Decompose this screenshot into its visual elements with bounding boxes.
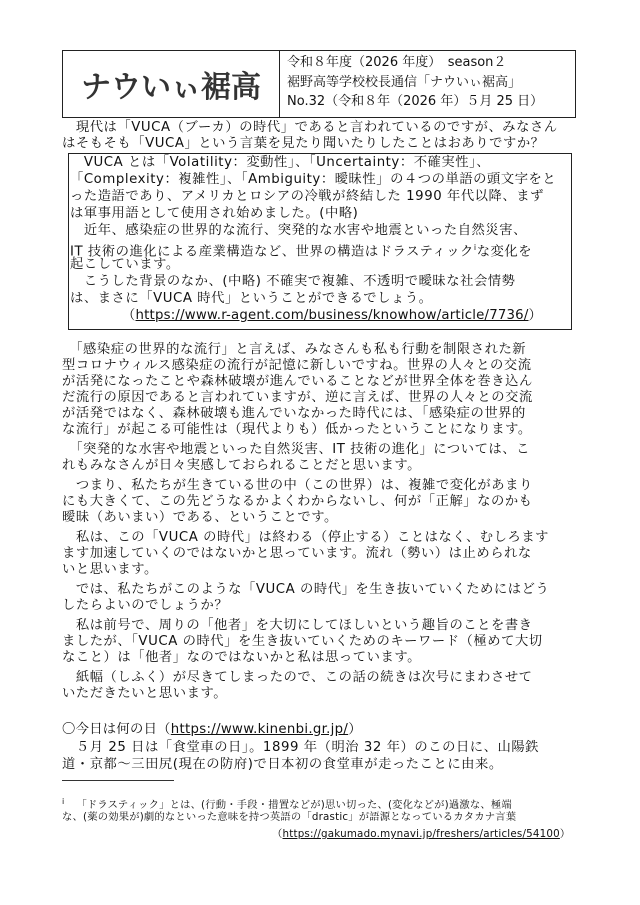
footnote-source-open: （ (272, 828, 283, 840)
body-line: 「感染症の世界的な流行」と言えば、みなさんも私も行動を制限された新 (62, 342, 527, 357)
quote-line: VUCA とは「Volatility：変動性」、「Uncertainty：不確実性」、 (70, 155, 491, 170)
body-line: いと思います。 (62, 562, 158, 577)
body-line: 型コロナウィルス感染症の流行が記憶に新しいですね。世界の人々との交流 (62, 358, 532, 373)
newsletter-header (62, 50, 576, 118)
body-line: 曖昧（あいまい）である、ということです。 (62, 510, 338, 525)
quote-source-open: （ (122, 308, 136, 323)
intro-line: はそもそも「VUCA」という言葉を見たり聞いたりしたことはおありですか？ (62, 136, 545, 151)
footnote-source (272, 828, 570, 841)
body-line: 「突発的な水害や地震といった自然災害、IT 技術の進化」については、こ (62, 442, 530, 457)
footnote-reference[interactable]: i (473, 243, 477, 252)
body-line: ましたが、「VUCA の時代」を生き抜いていくためのキーワード（極めて大切 (62, 634, 543, 649)
quote-source (122, 308, 542, 324)
quote-line: は、まさに「VUCA 時代」ということができるでしょう。 (70, 291, 433, 306)
issue-number-date: No.32（令和８年（2026 年）５月 25 日） (287, 94, 544, 109)
quote-line: 「Complexity：複雑性」、「Ambiguity：曖昧性」の４つの単語の頭文字をと (70, 172, 557, 187)
issue-info (280, 51, 575, 117)
footnote-text: 「ドラスティック」とは、(行動・手段・措置などが)思い切った、(変化などが)過激な、極端 (76, 799, 512, 812)
body-line: つまり、私たちが生きている世の中（この世界）は、複雑で変化があまり (62, 478, 533, 493)
quote-line-text: IT 技術の進化による産業構造など、世界の構造はドラスティック (70, 244, 474, 260)
issue-year: 令和８年度（2026 年度） season２ (287, 55, 507, 70)
footnote-source-close: ） (559, 828, 571, 840)
body-line: が活発ではなく、森林破壊も進んでいなかった時代には、「感染症の世界的 (62, 406, 526, 421)
footnote-line (62, 795, 512, 812)
body-line: にも大きくて、この先どうなるかよくわからないし、何が「正解」なのかも (62, 494, 533, 509)
body-line: 紙幅（しふく）が尽きてしまったので、この話の続きは次号にまわさせて (62, 670, 533, 685)
body-line: 私は前号で、周りの「他者」を大切にしてほしいという趣旨のことを書き (62, 618, 533, 633)
body-line: なこと）は「他者」なのではないかと私は思っています。 (62, 650, 421, 665)
issue-publisher: 裾野高等学校校長通信「ナウいぃ裾高」 (287, 74, 522, 90)
body-line: いただきたいと思います。 (62, 686, 228, 701)
quote-line: こうした背景のなか、(中略) 不確実で複雑、不透明で曖昧な社会情勢 (70, 274, 516, 289)
quote-line: 起こしています。 (70, 257, 180, 272)
today-line: ５月 25 日は「食堂車の日」。1899 年（明治 32 年）のこの日に、山陽鉄 (62, 740, 540, 755)
intro-line: 現代は「VUCA（ブーカ）の時代」であると言われているのですが、みなさん (62, 120, 558, 135)
body-line: だ流行の原因であると言われていますが、逆に言えば、世界の人々との交流 (62, 390, 533, 405)
body-line: れもみなさんが日々実感しておられることだと思います。 (62, 458, 421, 473)
quote-line: 近年、感染症の世界的な流行、突発的な水害や地震といった自然災害、 (70, 223, 527, 238)
quote-line: った造語であり、アメリカとロシアの冷戦が終結した 1990 年代以降、まず (70, 189, 544, 204)
newsletter-logo: ナウいぃ裾高 (63, 51, 280, 117)
body-line: したらよいのでしょうか？ (62, 598, 229, 613)
today-heading-link[interactable]: https://www.kinenbi.gr.jp/ (170, 722, 349, 737)
today-line: 道・京都～三田尻(現在の防府)で日本初の食堂車が走ったことに由来。 (62, 757, 503, 772)
today-heading-suffix: ） (348, 722, 362, 737)
body-line: 私は、この「VUCA の時代」は終わる（停止する）ことはなく、むしろます (62, 530, 550, 545)
body-line: ます加速していくのではないかと思っています。流れ（勢い）は止められな (62, 546, 532, 561)
body-line: な流行」が起こる可能性は（現代よりも）低かったということになります。 (62, 422, 532, 437)
footnote-divider (62, 780, 174, 781)
footnote-line: な、(薬の効果が)劇的なといった意味を持つ英語の「drastic」が語源となっているカタカナ言葉 (62, 811, 517, 823)
quote-source-link[interactable]: https://www.r-agent.com/business/knowhow/article/7736/ (135, 308, 529, 323)
body-line: では、私たちがこのような「VUCA の時代」を生き抜いていくためにはどう (62, 582, 550, 597)
today-heading (62, 722, 362, 738)
footnote-mark: i (62, 797, 65, 806)
body-line: が活発になったことや森林破壊が進んでいることなどが世界全体を巻き込ん (62, 374, 533, 389)
quote-line-tail: な変化を (476, 244, 533, 260)
quote-line: は軍事用語として使用され始めました。(中略) (70, 206, 359, 221)
quote-source-close: ） (528, 308, 543, 323)
today-heading-prefix: 〇今日は何の日（ (62, 722, 171, 737)
footnote-source-link[interactable]: https://gakumado.mynavi.jp/freshers/articles/54100 (282, 828, 560, 840)
